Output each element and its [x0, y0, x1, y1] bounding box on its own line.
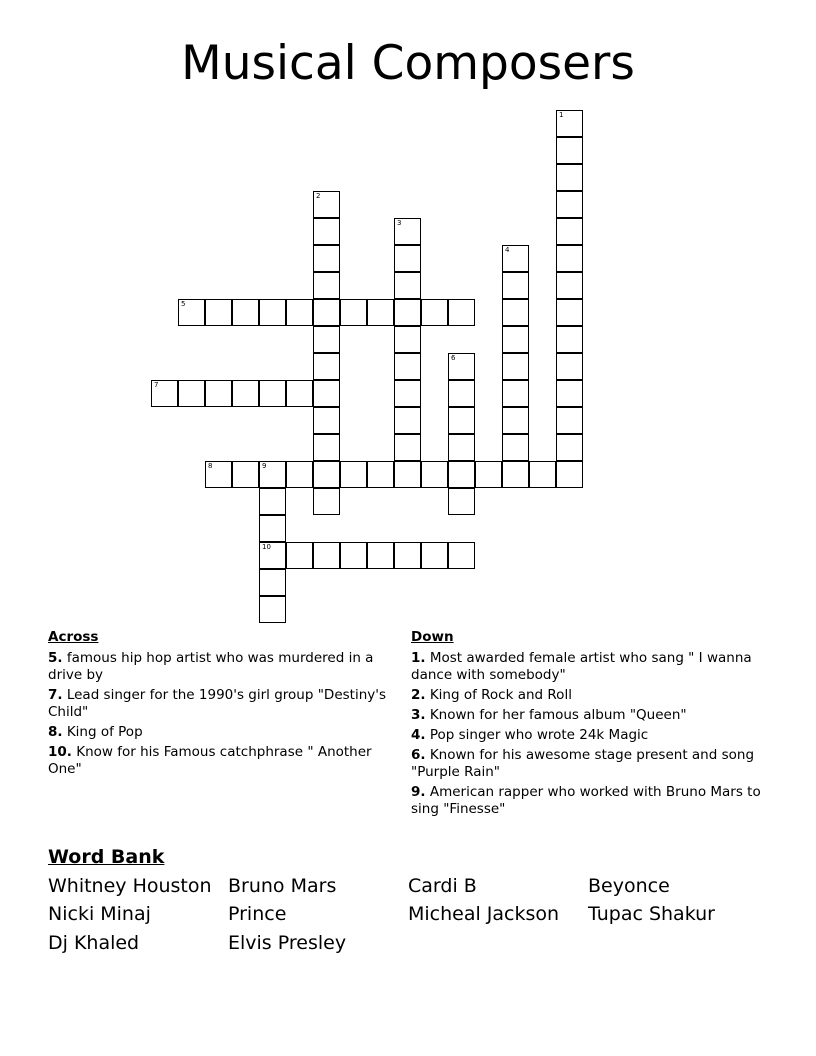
clue-number-label: 5 [181, 300, 186, 308]
crossword-cell[interactable] [151, 380, 178, 407]
clue-down-4 [411, 727, 761, 744]
crossword-cell[interactable] [205, 380, 232, 407]
crossword-cell[interactable] [259, 515, 286, 542]
clue-number-label: 7 [154, 381, 159, 389]
clue-number-label: 4 [505, 246, 510, 254]
crossword-cell[interactable] [313, 326, 340, 353]
clue-text: King of Rock and Roll [429, 687, 572, 703]
clue-text: Pop singer who wrote 24k Magic [429, 727, 649, 743]
word-bank-item: Prince [228, 903, 287, 925]
crossword-cell[interactable] [556, 353, 583, 380]
crossword-cell[interactable] [556, 245, 583, 272]
crossword-cell[interactable] [313, 218, 340, 245]
crossword-cell[interactable] [286, 542, 313, 569]
crossword-cell[interactable] [232, 299, 259, 326]
crossword-cell[interactable] [259, 596, 286, 623]
crossword-cell[interactable] [232, 461, 259, 488]
crossword-cell[interactable] [448, 488, 475, 515]
crossword-cell[interactable] [448, 380, 475, 407]
crossword-cell[interactable] [502, 461, 529, 488]
crossword-cell[interactable] [394, 299, 421, 326]
crossword-cell[interactable] [259, 542, 286, 569]
crossword-cell[interactable] [259, 380, 286, 407]
crossword-cell[interactable] [502, 353, 529, 380]
crossword-cell[interactable] [394, 407, 421, 434]
crossword-cell[interactable] [232, 380, 259, 407]
crossword-cell[interactable] [556, 110, 583, 137]
clue-text: Most awarded female artist who sang " I wanna dance with somebody" [411, 650, 752, 683]
crossword-cell[interactable] [367, 461, 394, 488]
crossword-cell[interactable] [394, 326, 421, 353]
clue-down-6 [411, 747, 761, 781]
crossword-cell[interactable] [313, 272, 340, 299]
word-bank-item: Micheal Jackson [408, 903, 560, 925]
crossword-cell[interactable] [502, 245, 529, 272]
clue-number: 2. [411, 687, 426, 703]
crossword-cell[interactable] [367, 299, 394, 326]
crossword-cell[interactable] [340, 542, 367, 569]
clue-number: 10. [48, 744, 72, 760]
crossword-cell[interactable] [259, 488, 286, 515]
crossword-cell[interactable] [556, 191, 583, 218]
crossword-cell[interactable] [259, 299, 286, 326]
crossword-cell[interactable] [556, 137, 583, 164]
crossword-cell[interactable] [448, 299, 475, 326]
crossword-cell[interactable] [394, 218, 421, 245]
clue-text: King of Pop [66, 724, 143, 740]
clue-number-label: 8 [208, 462, 213, 470]
clue-number-label: 1 [559, 111, 564, 119]
crossword-cell[interactable] [394, 434, 421, 461]
word-bank-item: Cardi B [408, 875, 477, 897]
crossword-cell[interactable] [205, 299, 232, 326]
clue-down-9 [411, 784, 761, 818]
clue-number-label: 10 [262, 543, 271, 551]
crossword-cell[interactable] [394, 542, 421, 569]
crossword-cell[interactable] [448, 353, 475, 380]
crossword-cell[interactable] [448, 407, 475, 434]
clue-text: Know for his Famous catchphrase " Another One" [48, 744, 372, 777]
crossword-cell[interactable] [205, 461, 232, 488]
crossword-cell[interactable] [556, 326, 583, 353]
clue-number-label: 3 [397, 219, 402, 227]
clue-number: 5. [48, 650, 63, 666]
clue-text: American rapper who worked with Bruno Mars to sing "Finesse" [411, 784, 761, 817]
crossword-cell[interactable] [313, 488, 340, 515]
crossword-cell[interactable] [313, 353, 340, 380]
clue-number-label: 9 [262, 462, 267, 470]
clue-number: 8. [48, 724, 63, 740]
word-bank-item: Nicki Minaj [48, 903, 151, 925]
clue-across-7 [48, 687, 388, 721]
crossword-cell[interactable] [448, 542, 475, 569]
page-title: Musical Composers [181, 36, 635, 91]
word-bank-heading: Word Bank [48, 846, 165, 868]
clue-number: 7. [48, 687, 63, 703]
word-bank-item: Bruno Mars [228, 875, 337, 897]
crossword-cell[interactable] [394, 245, 421, 272]
word-bank-item: Beyonce [588, 875, 670, 897]
crossword-cell[interactable] [502, 434, 529, 461]
word-bank-item: Elvis Presley [228, 932, 347, 954]
clue-across-10 [48, 744, 388, 778]
clue-number-label: 2 [316, 192, 321, 200]
crossword-cell[interactable] [178, 380, 205, 407]
crossword-cell[interactable] [556, 272, 583, 299]
crossword-cell[interactable] [286, 299, 313, 326]
crossword-cell[interactable] [286, 461, 313, 488]
crossword-cell[interactable] [394, 461, 421, 488]
crossword-cell[interactable] [340, 461, 367, 488]
crossword-cell[interactable] [448, 461, 475, 488]
crossword-cell[interactable] [259, 569, 286, 596]
down-clues [411, 629, 761, 821]
clue-across-8 [48, 724, 388, 741]
crossword-cell[interactable] [556, 299, 583, 326]
clue-text: Known for his awesome stage present and song "Purple Rain" [411, 747, 755, 780]
crossword-cell[interactable] [556, 164, 583, 191]
down-heading: Down [411, 629, 454, 645]
crossword-cell[interactable] [502, 326, 529, 353]
crossword-cell[interactable] [556, 434, 583, 461]
crossword-cell[interactable] [340, 299, 367, 326]
crossword-cell[interactable] [556, 461, 583, 488]
clue-number: 9. [411, 784, 426, 800]
crossword-cell[interactable] [394, 380, 421, 407]
crossword-cell[interactable] [313, 191, 340, 218]
crossword-cell[interactable] [502, 299, 529, 326]
crossword-cell[interactable] [556, 407, 583, 434]
crossword-cell[interactable] [313, 434, 340, 461]
crossword-cell[interactable] [421, 542, 448, 569]
crossword-cell[interactable] [421, 299, 448, 326]
crossword-cell[interactable] [556, 380, 583, 407]
clue-number: 3. [411, 707, 426, 723]
crossword-cell[interactable] [556, 218, 583, 245]
crossword-cell[interactable] [313, 407, 340, 434]
crossword-cell[interactable] [313, 299, 340, 326]
crossword-cell[interactable] [394, 272, 421, 299]
clue-number: 4. [411, 727, 426, 743]
clue-down-1 [411, 650, 761, 684]
clue-text: Known for her famous album "Queen" [429, 707, 687, 723]
crossword-cell[interactable] [529, 461, 556, 488]
crossword-cell[interactable] [313, 542, 340, 569]
clue-down-2 [411, 687, 761, 704]
clue-number: 1. [411, 650, 426, 666]
crossword-cell[interactable] [367, 542, 394, 569]
crossword-cell[interactable] [502, 407, 529, 434]
crossword-cell[interactable] [502, 272, 529, 299]
crossword-cell[interactable] [259, 461, 286, 488]
crossword-cell[interactable] [313, 380, 340, 407]
clue-down-3 [411, 707, 761, 724]
across-clues [48, 629, 388, 781]
clue-number: 6. [411, 747, 426, 763]
crossword-cell[interactable] [421, 461, 448, 488]
word-bank-item: Whitney Houston [48, 875, 212, 897]
crossword-cell[interactable] [178, 299, 205, 326]
crossword-cell[interactable] [475, 461, 502, 488]
crossword-cell[interactable] [394, 353, 421, 380]
word-bank-item: Tupac Shakur [588, 903, 715, 925]
crossword-cell[interactable] [286, 380, 313, 407]
clue-text: Lead singer for the 1990's girl group "Destiny's Child" [48, 687, 386, 720]
clue-number-label: 6 [451, 354, 456, 362]
word-bank-item: Dj Khaled [48, 932, 140, 954]
crossword-cell[interactable] [313, 245, 340, 272]
crossword-cell[interactable] [502, 380, 529, 407]
crossword-cell[interactable] [313, 461, 340, 488]
clue-text: famous hip hop artist who was murdered in a drive by [48, 650, 374, 683]
across-heading: Across [48, 629, 99, 645]
crossword-cell[interactable] [448, 434, 475, 461]
clue-across-5 [48, 650, 388, 684]
